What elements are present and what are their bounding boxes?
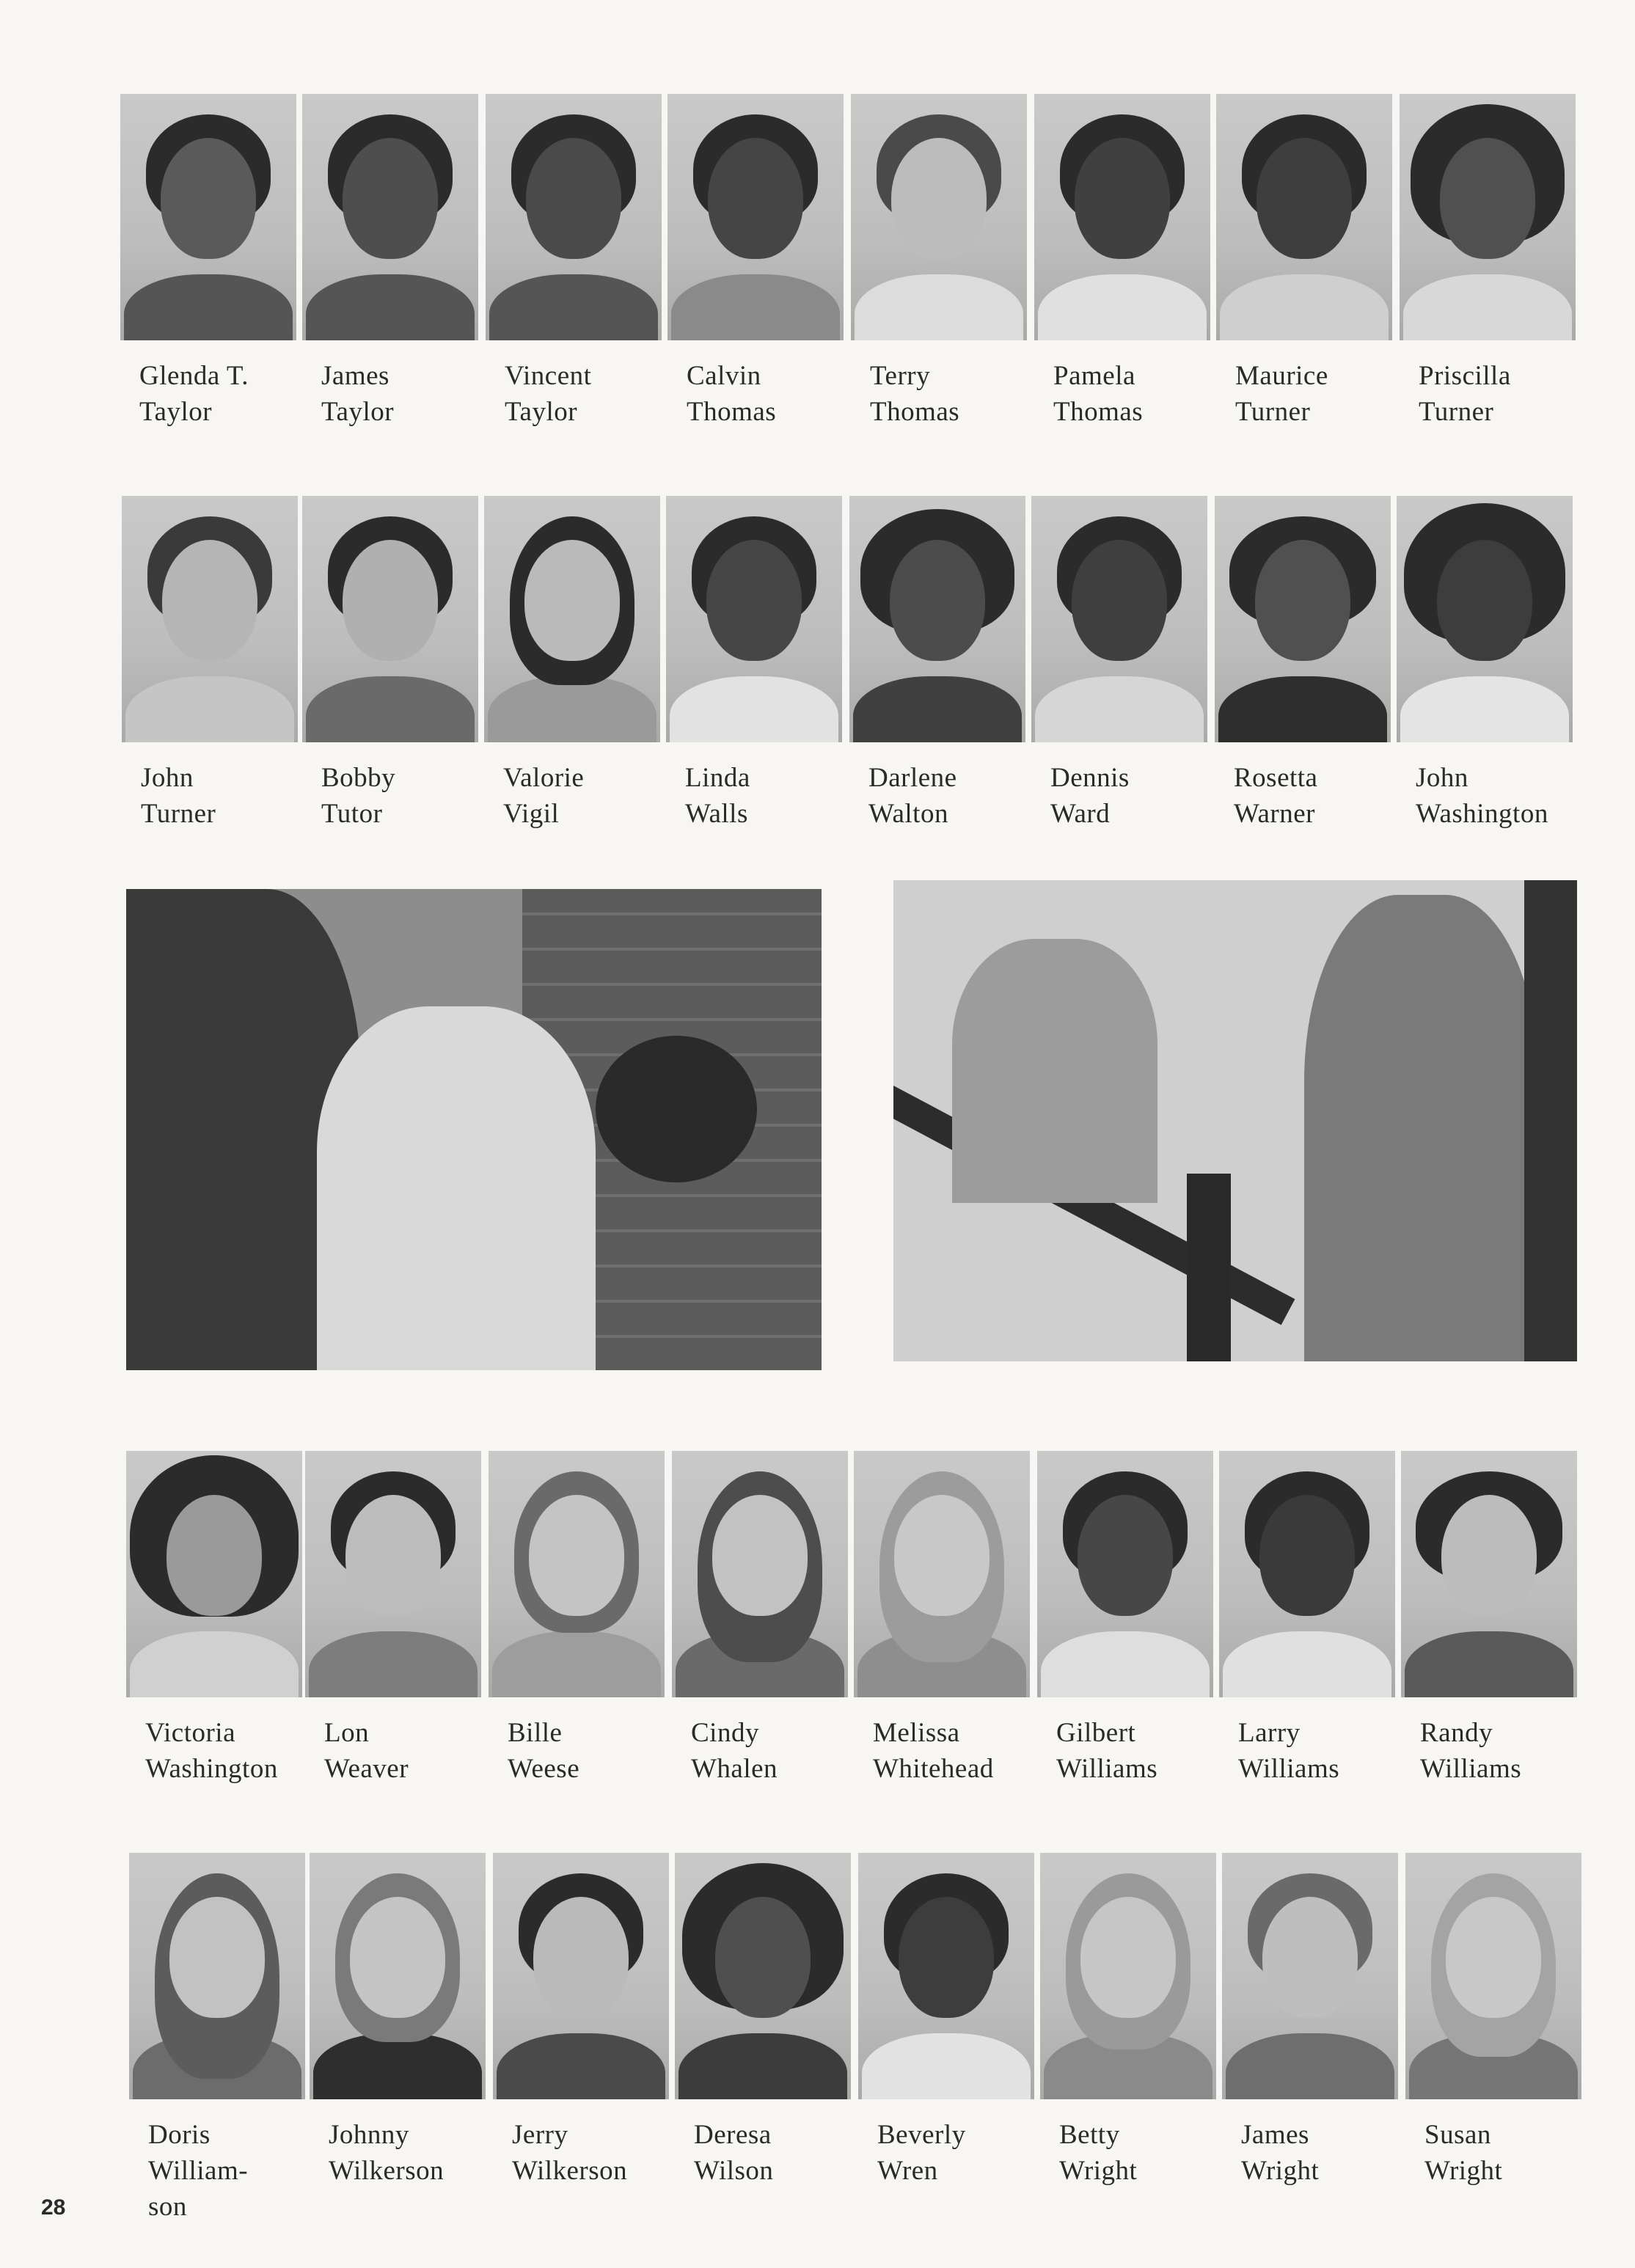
portrait-photo — [302, 496, 478, 742]
portrait-name: Darlene Walton — [868, 763, 957, 829]
portrait-name: Doris William- son — [148, 2120, 249, 2222]
portrait — [493, 1853, 669, 2189]
portrait-name: Jerry Wilkerson — [512, 2120, 628, 2186]
portrait — [1400, 94, 1576, 430]
portrait — [849, 496, 1025, 832]
portrait-photo — [493, 1853, 669, 2099]
portrait — [489, 1451, 665, 1787]
portrait-photo — [854, 1451, 1030, 1697]
portrait-photo — [1405, 1853, 1581, 2099]
portrait-photo — [1034, 94, 1210, 340]
portrait-photo — [1401, 1451, 1577, 1697]
portrait-name: Randy Williams — [1420, 1718, 1522, 1784]
portrait-name: Linda Walls — [685, 763, 750, 829]
portrait — [675, 1853, 851, 2189]
portrait — [854, 1451, 1030, 1787]
portrait-photo — [858, 1853, 1034, 2099]
portrait-photo — [310, 1853, 486, 2099]
portrait-name: James Wright — [1241, 2120, 1320, 2186]
portrait-name: Priscilla Turner — [1419, 361, 1511, 427]
portrait-name: Betty Wright — [1059, 2120, 1138, 2186]
portrait-photo — [849, 496, 1025, 742]
portrait-photo — [675, 1853, 851, 2099]
portrait — [122, 496, 298, 832]
portrait-name: Susan Wright — [1424, 2120, 1503, 2186]
portrait-name: Johnny Wilkerson — [329, 2120, 445, 2186]
portrait-photo — [1040, 1853, 1216, 2099]
portrait-photo — [1219, 1451, 1395, 1697]
portrait — [1397, 496, 1573, 832]
portrait-photo — [120, 94, 296, 340]
portrait-photo — [1215, 496, 1391, 742]
portrait-name: Vincent Taylor — [505, 361, 592, 427]
portrait-name: Bille Weese — [508, 1718, 580, 1784]
portrait-name: John Turner — [141, 763, 216, 829]
portrait — [126, 1451, 302, 1787]
portrait — [1405, 1853, 1581, 2189]
portrait — [302, 496, 478, 832]
portrait-name: Valorie Vigil — [503, 763, 585, 829]
portrait-photo — [486, 94, 662, 340]
portrait-name: Larry Williams — [1238, 1718, 1340, 1784]
portrait-photo — [305, 1451, 481, 1697]
portrait-photo — [667, 94, 844, 340]
portrait — [667, 94, 844, 430]
portrait-photo — [1222, 1853, 1398, 2099]
portrait — [1222, 1853, 1398, 2189]
portrait-photo — [489, 1451, 665, 1697]
page-number: 28 — [41, 2195, 66, 2220]
portrait-name: Terry Thomas — [870, 361, 960, 427]
portrait — [1034, 94, 1210, 430]
portrait — [1215, 496, 1391, 832]
portrait-name: Deresa Wilson — [694, 2120, 774, 2186]
portrait-name: Melissa Whitehead — [873, 1718, 994, 1784]
portrait-name: James Taylor — [321, 361, 395, 427]
portrait — [484, 496, 660, 832]
portrait-name: Glenda T. Taylor — [139, 361, 249, 427]
portrait — [1040, 1853, 1216, 2189]
portrait-photo — [122, 496, 298, 742]
portrait-photo — [672, 1451, 848, 1697]
portrait — [858, 1853, 1034, 2189]
portrait — [305, 1451, 481, 1787]
portrait-name: Rosetta Warner — [1234, 763, 1318, 829]
portrait — [302, 94, 478, 430]
candid-photo-hallway — [126, 889, 822, 1370]
portrait-photo — [1031, 496, 1207, 742]
portrait — [1031, 496, 1207, 832]
portrait-photo — [484, 496, 660, 742]
portrait-photo — [1400, 94, 1576, 340]
portrait-name: John Washington — [1416, 763, 1548, 829]
portrait — [129, 1853, 305, 2225]
portrait-photo — [666, 496, 842, 742]
portrait-name: Gilbert Williams — [1056, 1718, 1158, 1784]
candid-photo-stairway — [893, 880, 1577, 1361]
portrait — [672, 1451, 848, 1787]
portrait-name: Lon Weaver — [324, 1718, 409, 1784]
portrait-photo — [1037, 1451, 1213, 1697]
portrait-photo — [129, 1853, 305, 2099]
portrait-photo — [126, 1451, 302, 1697]
portrait — [1216, 94, 1392, 430]
portrait-name: Cindy Whalen — [691, 1718, 778, 1784]
portrait — [120, 94, 296, 430]
portrait-name: Maurice Turner — [1235, 361, 1328, 427]
portrait-name: Bobby Tutor — [321, 763, 396, 829]
portrait — [1219, 1451, 1395, 1787]
portrait-name: Victoria Washington — [145, 1718, 278, 1784]
portrait-name: Beverly Wren — [877, 2120, 966, 2186]
portrait-photo — [302, 94, 478, 340]
portrait — [851, 94, 1027, 430]
portrait — [666, 496, 842, 832]
portrait-photo — [1216, 94, 1392, 340]
portrait-name: Dennis Ward — [1050, 763, 1130, 829]
portrait — [1037, 1451, 1213, 1787]
portrait-photo — [851, 94, 1027, 340]
portrait-photo — [1397, 496, 1573, 742]
portrait — [1401, 1451, 1577, 1787]
portrait-name: Pamela Thomas — [1053, 361, 1144, 427]
portrait — [310, 1853, 486, 2189]
portrait — [486, 94, 662, 430]
portrait-name: Calvin Thomas — [687, 361, 777, 427]
